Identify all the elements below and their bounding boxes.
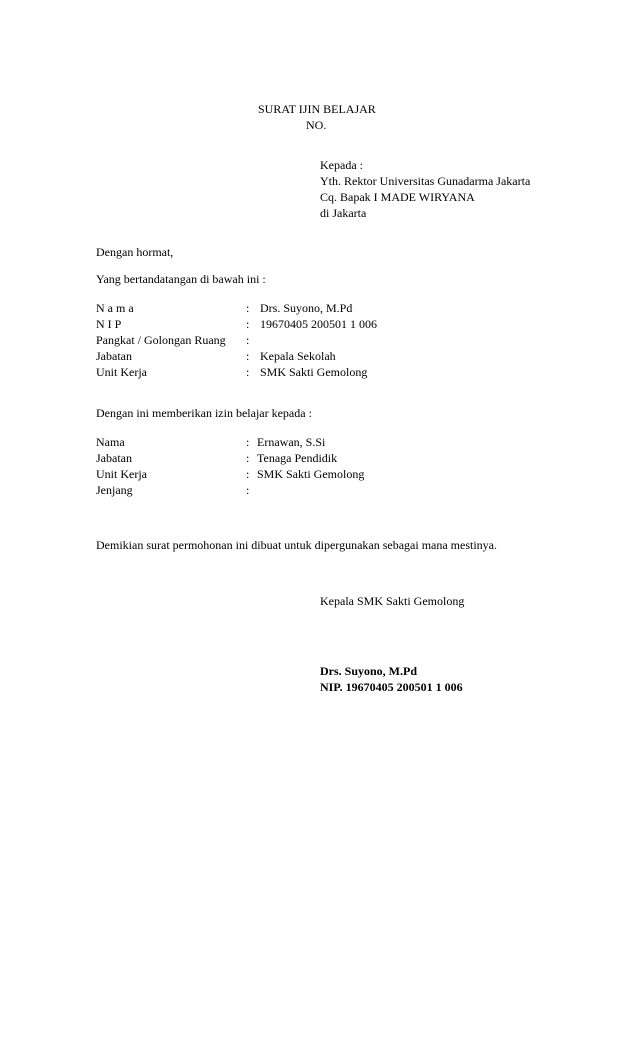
signer-label-unit: Unit Kerja: [96, 365, 147, 379]
letter-title: SURAT IJIN BELAJAR: [258, 102, 376, 116]
student-colon-level: :: [246, 483, 250, 497]
signature-name: Drs. Suyono, M.Pd: [320, 664, 418, 678]
signer-colon-rank: :: [246, 333, 250, 347]
signer-value-nip: 19670405 200501 1 006: [260, 317, 377, 331]
signer-label-name: N a m a: [96, 301, 134, 315]
signer-value-unit: SMK Sakti Gemolong: [260, 365, 368, 379]
closing-statement: Demikian surat permohonan ini dibuat untuk dipergunakan sebagai mana mestinya.: [96, 538, 498, 552]
signature-position: Kepala SMK Sakti Gemolong: [320, 594, 465, 608]
signer-value-position: Kepala Sekolah: [260, 349, 336, 363]
signer-label-nip: N I P: [96, 317, 122, 331]
letter-number: NO.: [306, 118, 327, 132]
signer-colon-nip: :: [246, 317, 250, 331]
student-label-position: Jabatan: [96, 451, 132, 465]
student-value-name: Ernawan, S.Si: [257, 435, 326, 449]
student-value-position: Tenaga Pendidik: [257, 451, 338, 465]
recipient-to: Kepada :: [320, 158, 363, 172]
signer-value-name: Drs. Suyono, M.Pd: [260, 301, 353, 315]
student-colon-position: :: [246, 451, 250, 465]
signature-nip: NIP. 19670405 200501 1 006: [320, 680, 463, 694]
student-label-level: Jenjang: [96, 483, 133, 497]
signer-colon-name: :: [246, 301, 250, 315]
signer-intro: Yang bertandatangan di bawah ini :: [96, 272, 266, 286]
recipient-line-1: Yth. Rektor Universitas Gunadarma Jakarta: [320, 174, 531, 188]
signer-label-rank: Pangkat / Golongan Ruang: [96, 333, 226, 347]
greeting: Dengan hormat,: [96, 245, 174, 259]
student-colon-unit: :: [246, 467, 250, 481]
signer-colon-unit: :: [246, 365, 250, 379]
student-colon-name: :: [246, 435, 250, 449]
recipient-line-3: di Jakarta: [320, 206, 367, 220]
student-label-unit: Unit Kerja: [96, 467, 147, 481]
student-label-name: Nama: [96, 435, 125, 449]
recipient-line-2: Cq. Bapak I MADE WIRYANA: [320, 190, 475, 204]
signer-colon-position: :: [246, 349, 250, 363]
student-value-unit: SMK Sakti Gemolong: [257, 467, 365, 481]
permission-intro: Dengan ini memberikan izin belajar kepada :: [96, 406, 312, 420]
signer-label-position: Jabatan: [96, 349, 132, 363]
